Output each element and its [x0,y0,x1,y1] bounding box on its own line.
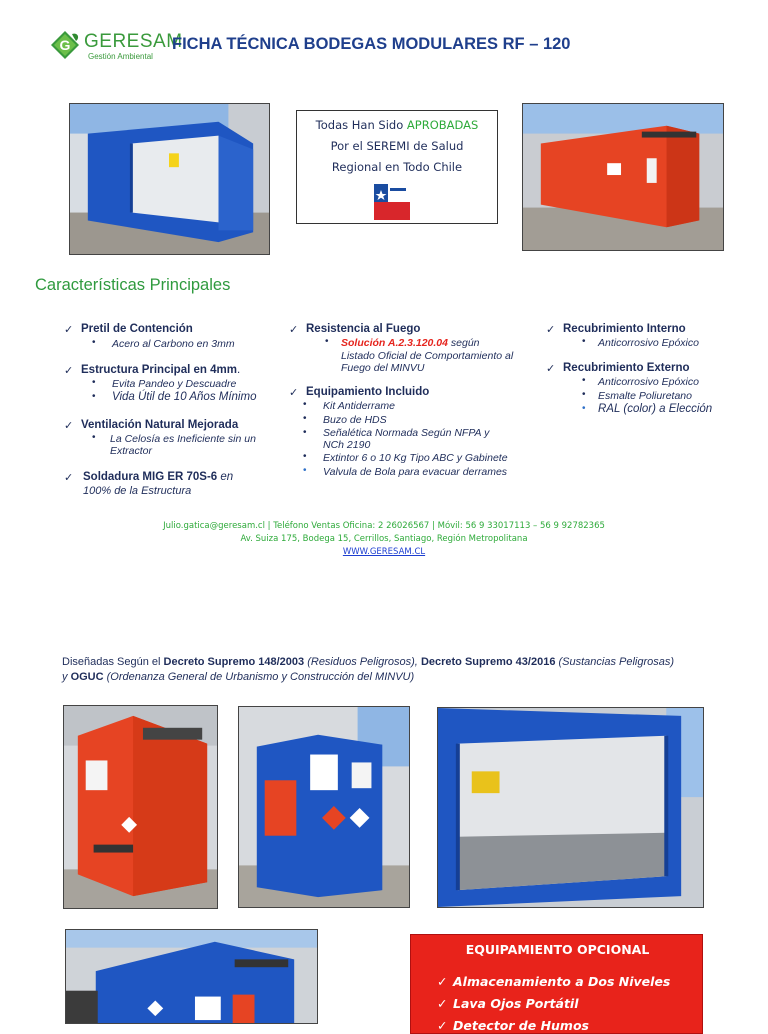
seremi-logo-icon [374,184,410,220]
bullet-icon: • [582,389,586,400]
bullet-icon: • [582,375,586,386]
check-icon: ✓ [64,472,74,484]
approval-line-2: Por el SEREMI de Salud [330,139,464,153]
optional-equipment-box [410,934,703,1034]
photo-red-small-container [63,705,218,909]
brand-name: GERESAM [84,31,183,52]
oguc: OGUC [70,671,104,683]
feature-title-tail: . [236,364,241,376]
document-title: FICHA TÉCNICA BODEGAS MODULARES RF – 120 [172,35,571,53]
optional-item: ✓ Lava Ojos Portátil [437,996,579,1011]
photo-blue-small-container [238,706,410,908]
bullet-icon: • [303,465,307,476]
leaf-diamond-icon [50,30,80,60]
feature-detail: Extractor [110,445,153,457]
bullet-icon: • [92,337,96,348]
feature-detail: Buzo de HDS [323,414,387,426]
check-icon: ✓ [546,363,556,375]
optional-item: ✓ Almacenamiento a Dos Niveles [437,974,671,989]
bullet-icon: • [303,399,307,410]
contact-line: Julio.gatica@geresam.cl | Teléfono Ventas Oficina: 2 26026567 | Móvil: 56 9 33017113 – 56 9 92782365 [163,521,605,531]
check-icon: ✓ [289,324,299,336]
check-icon: ✓ [64,365,74,377]
bullet-icon: • [582,403,586,414]
check-icon: ✓ [437,1018,448,1033]
fire-solution-code: Solución A.2.3.120.04 [341,337,448,349]
optional-item: ✓ Detector de Humos [437,1018,589,1033]
feature-title: Recubrimiento Interno [563,323,686,335]
feature-title-tail: en [217,471,234,483]
website-link[interactable]: WWW.GERESAM.CL [342,547,426,557]
feature-title: Equipamiento Incluido [306,386,430,398]
approval-line-3: Regional en Todo Chile [331,160,463,174]
approval-highlight: APROBADAS [406,118,479,132]
check-icon: ✓ [546,324,556,336]
feature-detail: Acero al Carbono en 3mm [112,338,235,350]
geresam-logo [50,30,183,62]
bullet-icon: • [303,413,307,424]
feature-detail: NCh 2190 [323,439,371,451]
bullet-icon: • [92,377,96,388]
approval-text-prefix: Todas Han Sido [315,118,407,132]
feature-detail: Esmalte Poliuretano [598,390,692,402]
feature-detail: Anticorrosivo Epóxico [598,376,699,388]
decree-148: Decreto Supremo 148/2003 [163,656,305,668]
check-icon: ✓ [437,974,448,989]
feature-detail: según [448,337,480,349]
bullet-icon: • [92,391,96,402]
feature-title: Estructura Principal en 4mm [81,364,237,376]
feature-detail: 100% de la Estructura [83,485,192,497]
feature-detail: Señalética Normada Según NFPA y [323,427,490,439]
decree-paragraph: Diseñadas Según el Decreto Supremo 148/2003 (Residuos Peligrosos), Decreto Supremo 43/2016 (Sustancias Peligrosas) y OGUC (Ordenanza General de Urbanismo y Construcción del MINVU) [62,656,675,683]
decree-43: Decreto Supremo 43/2016 [420,656,556,668]
photo-blue-container-bottom [65,929,318,1024]
optional-equipment-title: EQUIPAMIENTO OPCIONAL [465,942,650,957]
check-icon: ✓ [64,420,74,432]
brand-subtitle: Gestión Ambiental [88,52,153,61]
bullet-icon: • [303,427,307,438]
photo-red-container [522,103,724,251]
feature-detail: Listado Oficial de Comportamiento al [341,350,514,362]
feature-detail: Vida Útil de 10 Años Mínimo [112,391,257,403]
svg-text:G: G [59,37,71,53]
approval-box [296,110,498,224]
feature-title: Recubrimiento Externo [563,362,690,374]
feature-detail: Valvula de Bola para evacuar derrames [323,466,508,478]
feature-detail: Anticorrosivo Epóxico [598,337,699,349]
photo-blue-open-container [69,103,270,255]
feature-detail: RAL (color) a Elección [598,403,713,415]
feature-title: Resistencia al Fuego [306,323,421,335]
check-icon: ✓ [64,324,74,336]
feature-detail: La Celosía es Ineficiente sin un [110,433,256,445]
photo-open-shelter [437,707,704,908]
bullet-icon: • [92,432,96,443]
address-line: Av. Suiza 175, Bodega 15, Cerrillos, Santiago, Región Metropolitana [240,534,528,544]
check-icon: ✓ [289,387,299,399]
section-title-main-features: Características Principales [35,276,231,294]
feature-title: Ventilación Natural Mejorada [81,419,239,431]
feature-detail: Evita Pandeo y Descuadre [112,378,237,390]
feature-detail: Fuego del MINVU [341,362,425,374]
feature-title: Pretil de Contención [81,323,193,335]
feature-detail: Extintor 6 o 10 Kg Tipo ABC y Gabinete [323,452,508,464]
bullet-icon: • [303,451,307,462]
bullet-icon: • [582,336,586,347]
feature-detail: Kit Antiderrame [323,400,395,412]
feature-title: Soldadura MIG ER 70S-6 [83,471,218,483]
bullet-icon: • [325,336,329,347]
check-icon: ✓ [437,996,448,1011]
